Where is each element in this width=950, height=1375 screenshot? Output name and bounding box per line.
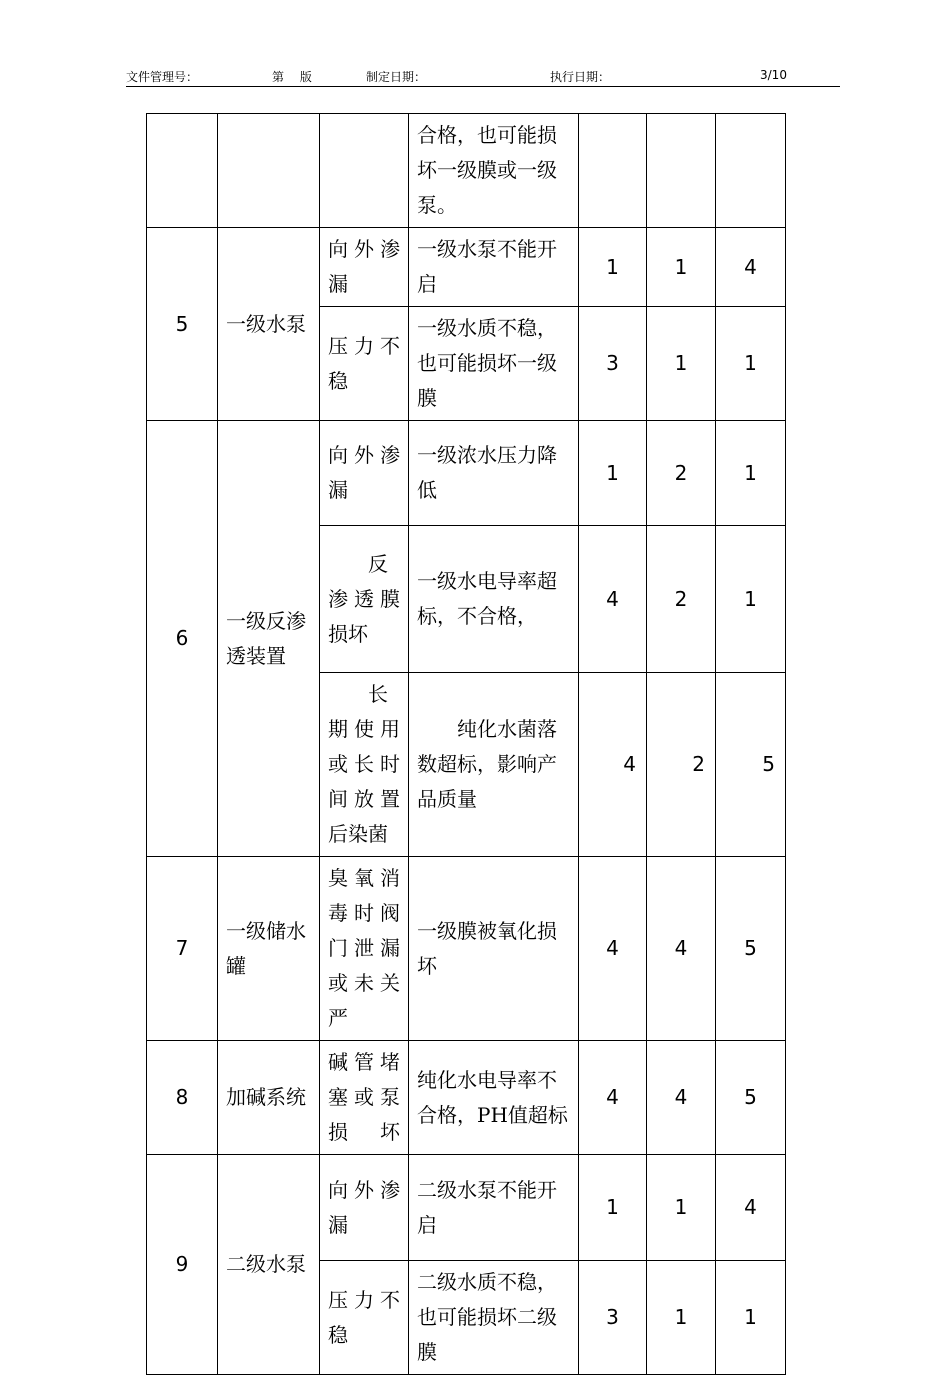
detection: 4 — [716, 228, 786, 307]
severity: 1 — [579, 421, 647, 526]
occurrence: 2 — [647, 421, 716, 526]
failure-effect: 一级水质不稳，也可能损坏一级膜 — [409, 307, 579, 421]
item-number: 8 — [147, 1041, 218, 1155]
table-row — [147, 1041, 786, 1155]
failure-mode — [320, 114, 409, 228]
detection: 1 — [716, 1261, 786, 1375]
component-name: 一级水泵 — [218, 228, 320, 421]
component-name: 加碱系统 — [218, 1041, 320, 1155]
failure-mode: 长期使用或长时间放置后染菌 — [320, 673, 409, 857]
severity — [579, 114, 647, 228]
failure-effect: 二级水泵不能开启 — [409, 1155, 579, 1261]
failure-effect: 一级浓水压力降低 — [409, 421, 579, 526]
failure-mode: 臭氧消毒时阀门泄漏或未关严 — [320, 857, 409, 1041]
component-name: 一级储水罐 — [218, 857, 320, 1041]
failure-mode: 向外渗漏 — [320, 228, 409, 307]
exec-date-label: 执行日期： — [550, 70, 611, 84]
failure-effect: 一级膜被氧化损坏 — [409, 857, 579, 1041]
detection — [716, 114, 786, 228]
occurrence: 1 — [647, 1261, 716, 1375]
failure-effect: 二级水质不稳，也可能损坏二级膜 — [409, 1261, 579, 1375]
failure-mode: 向外渗漏 — [320, 1155, 409, 1261]
occurrence: 4 — [647, 857, 716, 1041]
failure-mode: 压力不稳 — [320, 307, 409, 421]
table-row — [147, 228, 786, 307]
detection: 1 — [716, 421, 786, 526]
failure-mode: 压力不稳 — [320, 1261, 409, 1375]
file-no-label: 文件管理号： — [126, 70, 199, 84]
severity: 1 — [579, 1155, 647, 1261]
item-number: 9 — [147, 1155, 218, 1375]
failure-effect: 合格，也可能损坏一级膜或一级泵。 — [409, 114, 579, 228]
detection: 1 — [716, 526, 786, 673]
occurrence: 2 — [647, 673, 716, 857]
severity: 4 — [579, 857, 647, 1041]
failure-mode: 向外渗漏 — [320, 421, 409, 526]
severity: 1 — [579, 228, 647, 307]
severity: 3 — [579, 1261, 647, 1375]
page-number: 3/10 — [760, 68, 787, 82]
detection: 1 — [716, 307, 786, 421]
occurrence: 4 — [647, 1041, 716, 1155]
occurrence: 1 — [647, 228, 716, 307]
component-name — [218, 114, 320, 228]
failure-effect: 纯化水电导率不合格，PH值超标 — [409, 1041, 579, 1155]
severity: 4 — [579, 526, 647, 673]
detection: 5 — [716, 857, 786, 1041]
detection: 5 — [716, 1041, 786, 1155]
occurrence: 1 — [647, 1155, 716, 1261]
detection: 4 — [716, 1155, 786, 1261]
item-number — [147, 114, 218, 228]
item-number: 7 — [147, 857, 218, 1041]
fmea-table — [146, 113, 786, 1375]
component-name: 一级反渗透装置 — [218, 421, 320, 857]
failure-mode: 碱管堵塞或泵损坏 — [320, 1041, 409, 1155]
severity: 4 — [579, 1041, 647, 1155]
page-header — [126, 68, 840, 88]
component-name: 二级水泵 — [218, 1155, 320, 1375]
table-row — [147, 857, 786, 1041]
edition-label: 第 版 — [272, 70, 312, 84]
table-row — [147, 421, 786, 526]
severity: 3 — [579, 307, 647, 421]
occurrence: 2 — [647, 526, 716, 673]
severity: 4 — [579, 673, 647, 857]
header-divider — [126, 86, 840, 87]
made-date-label: 制定日期： — [366, 70, 427, 84]
table-row — [147, 1155, 786, 1261]
item-number: 6 — [147, 421, 218, 857]
occurrence: 1 — [647, 307, 716, 421]
failure-mode: 反渗透膜损坏 — [320, 526, 409, 673]
occurrence — [647, 114, 716, 228]
table-row — [147, 114, 786, 228]
detection: 5 — [716, 673, 786, 857]
failure-effect: 一级水泵不能开启 — [409, 228, 579, 307]
failure-effect: 一级水电导率超标，不合格， — [409, 526, 579, 673]
item-number: 5 — [147, 228, 218, 421]
failure-effect: 纯化水菌落数超标，影响产品质量 — [409, 673, 579, 857]
